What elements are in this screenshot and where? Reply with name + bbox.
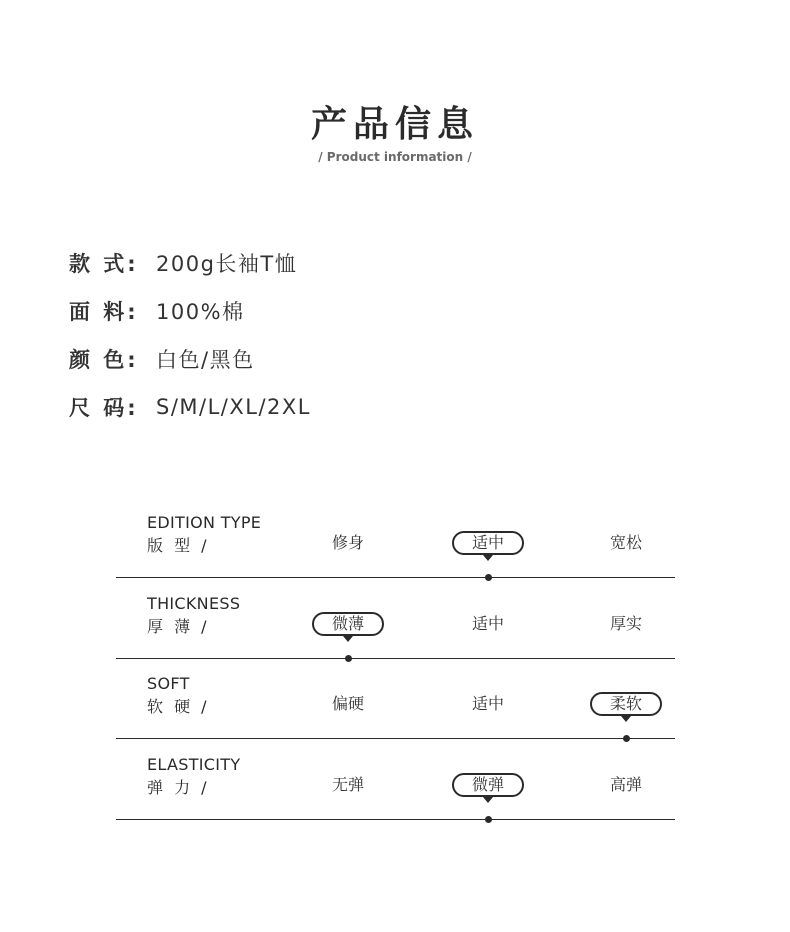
attribute-label-cn: 软 硬 / [147,697,210,716]
attribute-label-cn: 厚 薄 / [147,617,210,636]
info-row-color [69,344,255,374]
attribute-label-cn: 版 型 / [147,536,210,555]
page-title: 产品信息 [310,104,479,145]
attribute-label-en: SOFT [147,674,190,693]
attribute-option: 宽松 [609,533,642,552]
attribute-option-selected: 微薄 [312,612,384,636]
attribute-option-selected: 柔软 [590,692,662,716]
selection-pointer [483,797,493,803]
info-value: 200g长袖T恤 [156,252,298,276]
page-subtitle: / Product information / [318,150,472,164]
info-row-size [69,392,311,422]
attribute-option: 厚实 [609,614,642,633]
selection-pointer [483,555,493,561]
attribute-option: 适中 [471,614,504,633]
attribute-row-softness [116,658,675,739]
attribute-label-cn: 弹 力 / [147,778,210,797]
info-label: 面 料: [69,300,139,324]
info-label: 尺 码: [69,396,139,420]
row-divider [116,819,675,820]
info-row-fabric [69,296,245,326]
attribute-option: 高弹 [609,775,642,794]
info-value: S/M/L/XL/2XL [156,395,311,419]
attribute-option: 修身 [331,533,364,552]
info-row-style [69,248,297,278]
attribute-row-thickness [116,578,675,659]
attribute-option: 偏硬 [331,694,364,713]
info-label: 款 式: [69,252,139,276]
attribute-option: 适中 [471,694,504,713]
info-value: 100%棉 [156,300,245,324]
attribute-option-selected: 微弹 [452,773,524,797]
attribute-row-edition-type [116,497,675,578]
attribute-label-en: ELASTICITY [147,755,241,774]
selection-pointer [621,716,631,722]
attribute-label-en: THICKNESS [147,594,241,613]
info-label: 颜 色: [69,348,139,372]
attribute-label-en: EDITION TYPE [147,513,262,532]
attribute-row-elasticity [116,739,675,820]
attribute-option: 无弹 [331,775,364,794]
selection-pointer [343,636,353,642]
attribute-option-selected: 适中 [452,531,524,555]
info-value: 白色/黑色 [156,348,255,372]
